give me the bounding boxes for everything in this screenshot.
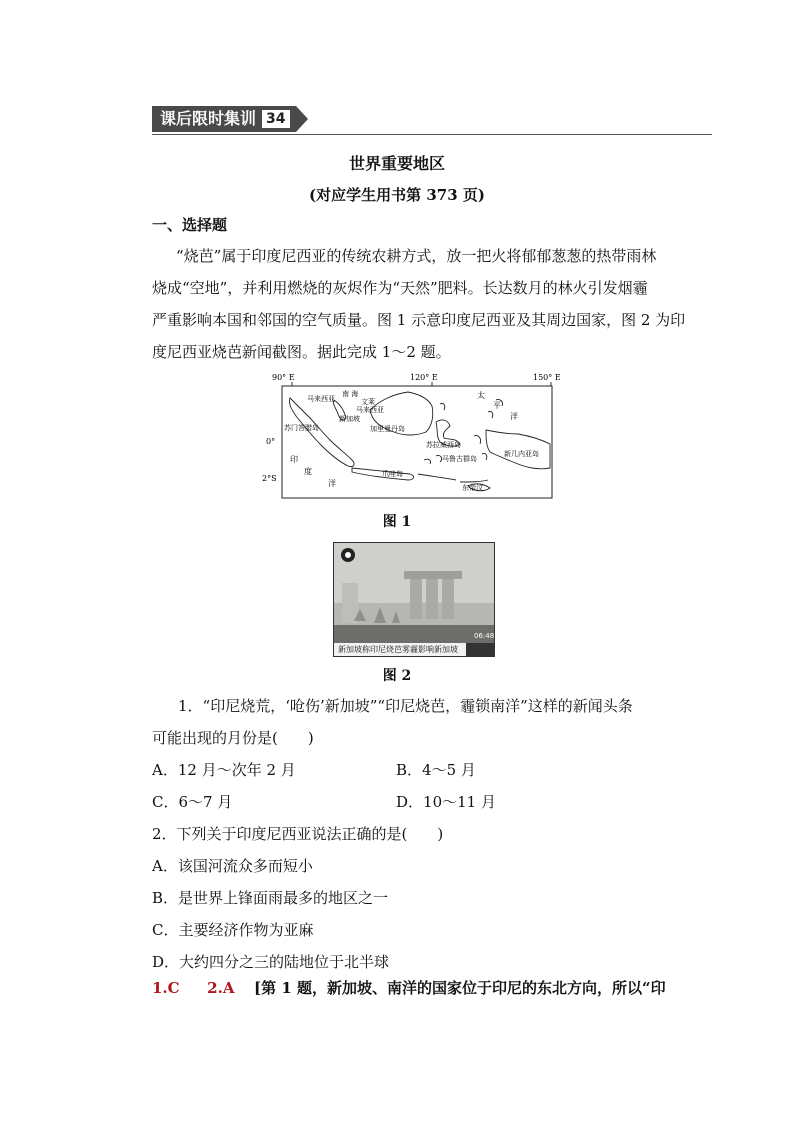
figure-2-photo xyxy=(333,542,495,657)
photo-ticker: 新加坡称印尼烧芭雾霾影响新加坡 xyxy=(338,645,458,654)
map-place: 加里曼丹岛 xyxy=(370,425,405,433)
map-place: 平 xyxy=(493,401,501,410)
question-2-stem: 2．下列关于印度尼西亚说法正确的是( ) xyxy=(152,825,444,843)
map-place: 文莱 xyxy=(361,398,375,406)
map-place: 度 xyxy=(304,467,312,476)
question-1-options-row xyxy=(152,786,692,818)
map-place: 洋 xyxy=(510,412,518,421)
lon-label-120: 120° E xyxy=(410,373,438,382)
intro-line: 度尼西亚烧芭新闻截图。据此完成 1～2 题。 xyxy=(152,343,451,361)
section-heading: 一、选择题 xyxy=(152,216,228,234)
page-title: 世界重要地区 xyxy=(348,154,445,173)
question-2-option-c: C．主要经济作物为亚麻 xyxy=(152,921,314,939)
banner-label: 课后限时集训 xyxy=(160,109,257,128)
question-2-option-b: B．是世界上锋面雨最多的地区之一 xyxy=(152,889,389,907)
map-place: 苏拉威西岛 xyxy=(426,441,461,449)
figure-1-map xyxy=(260,370,570,502)
question-2 xyxy=(152,818,692,978)
question-2-option-d: D．大约四分之三的陆地位于北半球 xyxy=(152,953,390,971)
map-place: 东帝汶 xyxy=(462,484,483,492)
intro-paragraph xyxy=(152,240,692,368)
answer-explanation: [第 1 题，新加坡、南洋的国家位于印尼的东北方向，所以“印 xyxy=(254,979,666,997)
question-1-stem-line: 可能出现的月份是( ) xyxy=(152,729,314,747)
question-1-option-c: C．6～7 月 xyxy=(152,793,233,811)
question-2-option-a: A．该国河流众多而短小 xyxy=(152,857,313,875)
map-place: 洋 xyxy=(328,479,336,488)
banner-number: 34 xyxy=(262,110,289,128)
answer-2: 2.A xyxy=(207,979,235,997)
map-place: 马来西亚 xyxy=(356,406,384,414)
map-place: 马鲁古群岛 xyxy=(442,455,477,463)
lon-label-90: 90° E xyxy=(272,373,295,382)
banner-tail xyxy=(296,106,308,132)
question-1-option-d: D．10～11 月 xyxy=(396,793,496,811)
lat-label-2s: 2°S xyxy=(262,474,277,483)
map-place: 新加坡 xyxy=(339,415,360,423)
photo-timestamp: 06:48 xyxy=(474,632,495,640)
map-place: 爪哇岛 xyxy=(382,470,403,478)
section-banner xyxy=(152,104,308,134)
question-1-option-a: A．12 月～次年 2 月 xyxy=(152,761,296,779)
header-rule xyxy=(152,134,712,135)
intro-line: 烧成“空地”，并利用燃烧的灰烬作为“天然”肥料。长达数月的林火引发烟霾 xyxy=(152,279,648,297)
page-subtitle: (对应学生用书第 373 页) xyxy=(309,186,485,204)
map-place: 马来西亚 xyxy=(307,395,335,403)
figure-1-caption: 图 1 xyxy=(382,514,412,530)
banner-box xyxy=(152,106,296,132)
answer-1: 1.C xyxy=(152,979,180,997)
lat-label-0: 0° xyxy=(266,437,276,446)
map-place: 印 xyxy=(290,455,298,464)
lon-label-150: 150° E xyxy=(533,373,561,382)
question-1-options-row xyxy=(152,754,692,786)
map-place: 太 xyxy=(477,391,485,400)
question-1-stem-line: 1．“印尼烧荒，‘呛伤’新加坡”“印尼烧芭，霾锁南洋”这样的新闻头条 xyxy=(178,697,633,715)
intro-line: 严重影响本国和邻国的空气质量。图 1 示意印度尼西亚及其周边国家，图 2 为印 xyxy=(152,311,686,329)
answer-line xyxy=(152,972,712,1004)
figure-2-caption: 图 2 xyxy=(382,668,412,684)
question-1 xyxy=(152,690,692,818)
intro-line: “烧芭”属于印度尼西亚的传统农耕方式，放一把火将郁郁葱葱的热带雨林 xyxy=(176,247,657,265)
map-place: 新几内亚岛 xyxy=(504,450,539,458)
map-place: 苏门答腊岛 xyxy=(284,424,319,432)
question-1-option-b: B．4～5 月 xyxy=(396,761,476,779)
map-place: 南 海 xyxy=(342,390,359,398)
